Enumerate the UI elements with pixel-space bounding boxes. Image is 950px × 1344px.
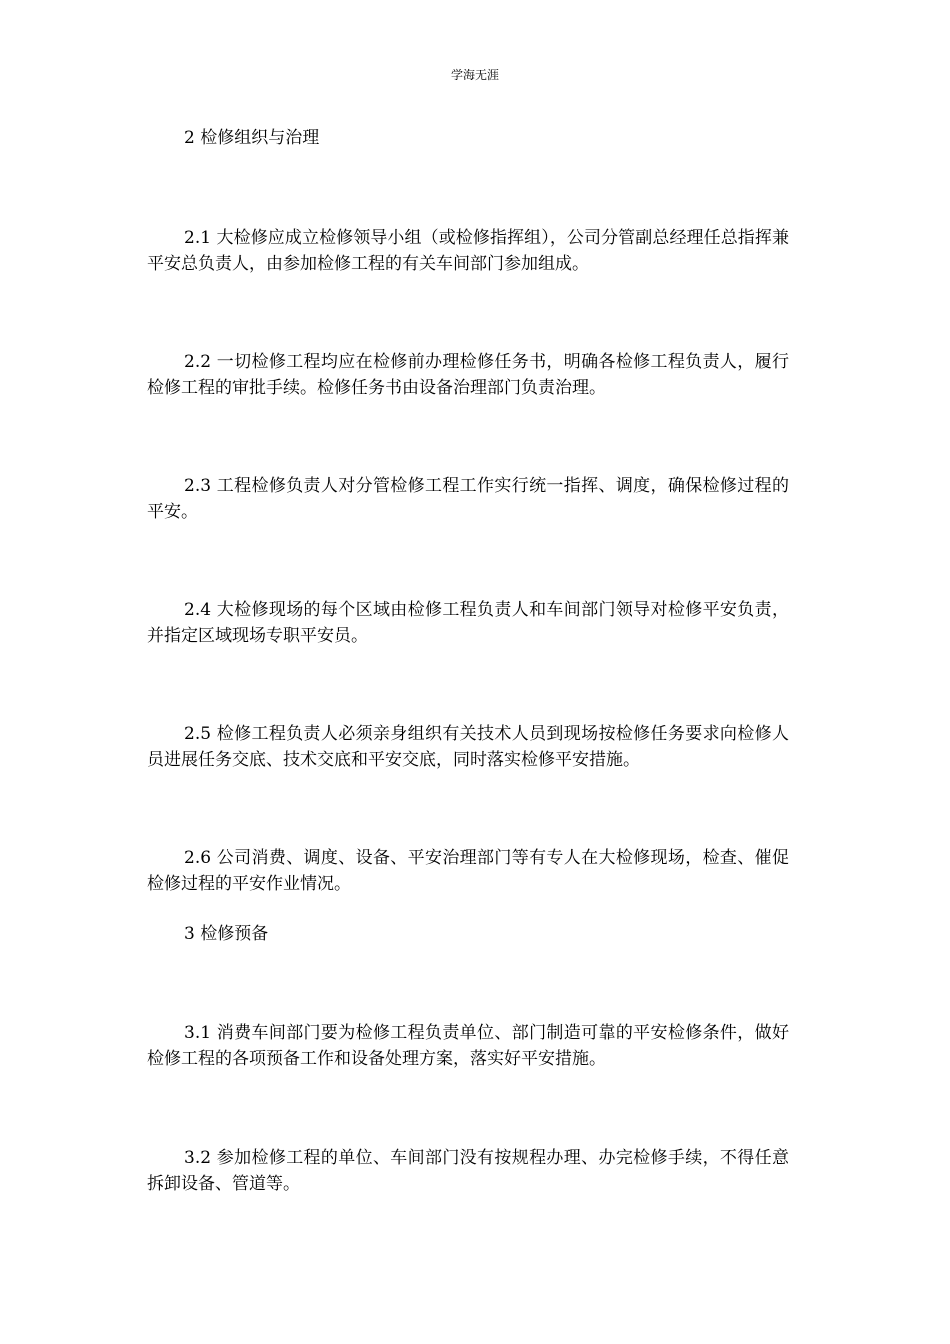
paragraph-2-4: 2.4 大检修现场的每个区域由检修工程负责人和车间部门领导对检修平安负责，并指定区域现场专职平安员。	[147, 600, 789, 646]
paragraph-2-3: 2.3 工程检修负责人对分管检修工程工作实行统一指挥、调度，确保检修过程的平安。	[147, 476, 789, 522]
page-header: 学海无涯	[450, 68, 499, 82]
paragraph-2-1: 2.1 大检修应成立检修领导小组（或检修指挥组），公司分管副总经理任总指挥兼平安总负责人，由参加检修工程的有关车间部门参加组成。	[147, 228, 789, 274]
paragraph-2-5: 2.5 检修工程负责人必须亲身组织有关技术人员到现场按检修任务要求向检修人员进展任务交底、技术交底和平安交底，同时落实检修平安措施。	[147, 724, 789, 770]
section-2-heading: 2 检修组织与治理	[184, 128, 320, 148]
section-3-heading: 3 检修预备	[184, 924, 269, 944]
paragraph-2-2: 2.2 一切检修工程均应在检修前办理检修任务书，明确各检修工程负责人，履行检修工程的审批手续。检修任务书由设备治理部门负责治理。	[147, 352, 789, 398]
paragraph-2-6: 2.6 公司消费、调度、设备、平安治理部门等有专人在大检修现场，检查、催促检修过程的平安作业情况。	[147, 848, 789, 894]
paragraph-3-2: 3.2 参加检修工程的单位、车间部门没有按规程办理、办完检修手续，不得任意拆卸设备、管道等。	[147, 1148, 789, 1194]
paragraph-3-1: 3.1 消费车间部门要为检修工程负责单位、部门制造可靠的平安检修条件，做好检修工程的各项预备工作和设备处理方案，落实好平安措施。	[147, 1023, 789, 1069]
